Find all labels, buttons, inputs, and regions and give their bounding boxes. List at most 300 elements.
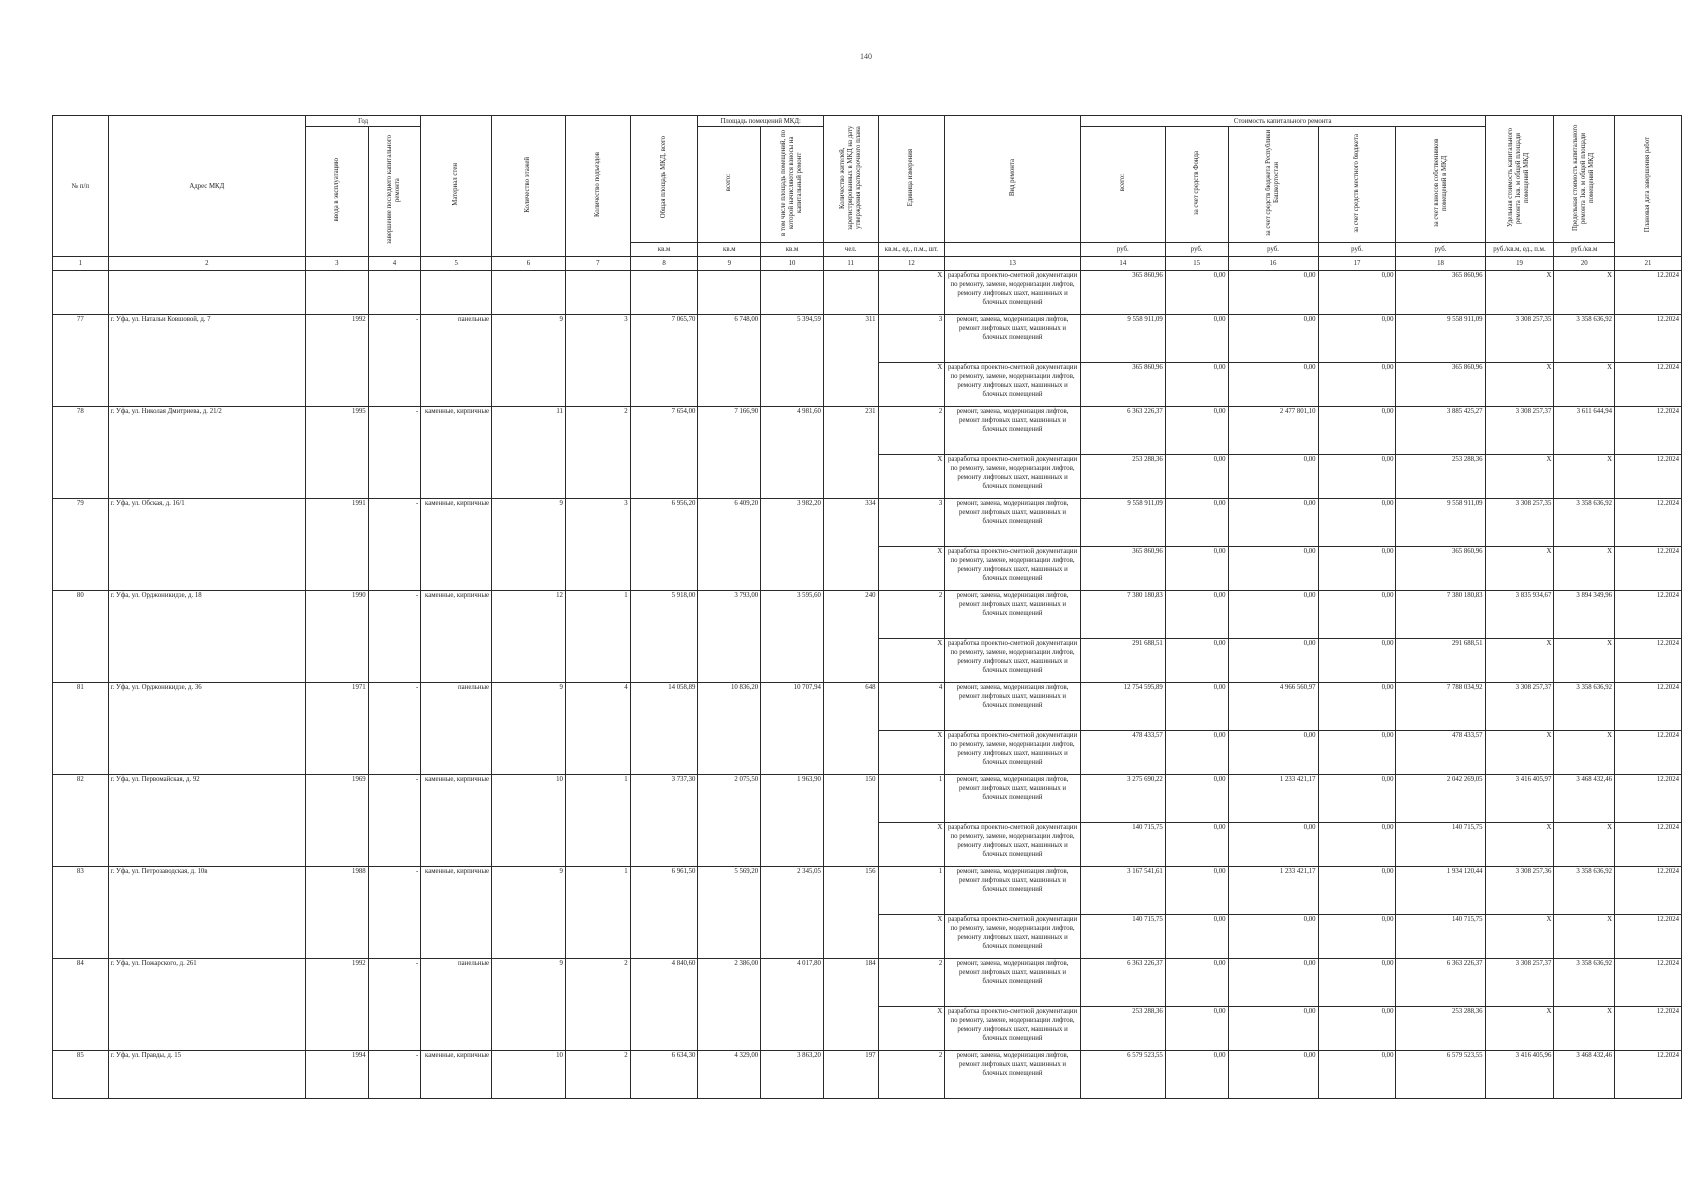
- unit-cost: 3 416 405,97: [1485, 775, 1554, 823]
- address: г. Уфа, ул. Первомайская, д. 92: [108, 775, 305, 867]
- cost-local: 0,00: [1318, 271, 1396, 315]
- unit-people: чел.: [823, 243, 878, 257]
- residents: 156: [823, 867, 878, 959]
- cost-local: 0,00: [1318, 823, 1396, 867]
- cost-total: 9 558 911,09: [1080, 315, 1165, 363]
- cost-total: 291 688,51: [1080, 639, 1165, 683]
- planned-date: 12.2024: [1615, 775, 1682, 823]
- floors: 12: [492, 591, 566, 683]
- cost-local: 0,00: [1318, 915, 1396, 959]
- entrances: 3: [565, 499, 630, 591]
- year-last-repair: -: [368, 315, 421, 407]
- unit-rub: руб.: [1080, 243, 1165, 257]
- premises-total: 6 748,00: [698, 315, 761, 407]
- cost-total: 9 558 911,09: [1080, 499, 1165, 547]
- residents: 231: [823, 407, 878, 499]
- column-number: 13: [945, 257, 1081, 271]
- cost-republic: 0,00: [1228, 915, 1318, 959]
- unit-cost: Х: [1485, 639, 1554, 683]
- unit-rub: руб.: [1396, 243, 1485, 257]
- cost-republic: 0,00: [1228, 363, 1318, 407]
- page-number: 140: [860, 52, 872, 61]
- unit-count: Х: [878, 363, 945, 407]
- wall-material: каменные, кирпичные: [421, 1051, 492, 1099]
- column-number: 16: [1228, 257, 1318, 271]
- work-type: разработка проектно-сметной документации по ремонту, замене, модернизации лифтов, ремонту лифтовых шахт, машинных и блочных помещений: [945, 363, 1081, 407]
- work-type: ремонт, замена, модернизация лифтов, ремонт лифтовых шахт, машинных и блочных помещений: [945, 1051, 1081, 1099]
- limit-cost: Х: [1554, 639, 1615, 683]
- unit-count: Х: [878, 271, 945, 315]
- year-commission: 1990: [305, 591, 368, 683]
- planned-date: 12.2024: [1615, 591, 1682, 639]
- empty-cell: [630, 271, 698, 315]
- work-type: разработка проектно-сметной документации по ремонту, замене, модернизации лифтов, ремонту лифтовых шахт, машинных и блочных помещений: [945, 823, 1081, 867]
- cost-owners: 7 380 180,83: [1396, 591, 1485, 639]
- year-commission: 1992: [305, 959, 368, 1051]
- limit-cost: 3 358 636,92: [1554, 683, 1615, 731]
- unit-cost: 3 308 257,37: [1485, 683, 1554, 731]
- cost-fund: 0,00: [1165, 915, 1228, 959]
- cost-total: 365 860,96: [1080, 271, 1165, 315]
- cost-owners: 1 934 120,44: [1396, 867, 1485, 915]
- row-number: 78: [53, 407, 109, 499]
- unit-count: Х: [878, 547, 945, 591]
- address: г. Уфа, ул. Обская, д. 16/1: [108, 499, 305, 591]
- header-premises-total: всего:: [698, 127, 761, 243]
- planned-date: 12.2024: [1615, 363, 1682, 407]
- floors: 9: [492, 315, 566, 407]
- wall-material: каменные, кирпичные: [421, 867, 492, 959]
- cost-republic: 0,00: [1228, 271, 1318, 315]
- cost-local: 0,00: [1318, 591, 1396, 639]
- table-header: [53, 116, 1682, 257]
- limit-cost: 3 358 636,92: [1554, 315, 1615, 363]
- cost-republic: 0,00: [1228, 591, 1318, 639]
- table-row: [53, 407, 1682, 455]
- work-type: ремонт, замена, модернизация лифтов, ремонт лифтовых шахт, машинных и блочных помещений: [945, 867, 1081, 915]
- cost-owners: 6 579 523,55: [1396, 1051, 1485, 1099]
- premises-total: 7 166,90: [698, 407, 761, 499]
- row-number: 82: [53, 775, 109, 867]
- limit-cost: Х: [1554, 915, 1615, 959]
- cost-local: 0,00: [1318, 315, 1396, 363]
- cost-fund: 0,00: [1165, 959, 1228, 1007]
- year-last-repair: -: [368, 1051, 421, 1099]
- limit-cost: Х: [1554, 731, 1615, 775]
- work-type: ремонт, замена, модернизация лифтов, ремонт лифтовых шахт, машинных и блочных помещений: [945, 683, 1081, 731]
- row-number: 84: [53, 959, 109, 1051]
- entrances: 1: [565, 591, 630, 683]
- planned-date: 12.2024: [1615, 455, 1682, 499]
- cost-owners: 3 885 425,27: [1396, 407, 1485, 455]
- header-premises-group: Площадь помещений МКД:: [698, 116, 823, 127]
- year-commission: 1992: [305, 315, 368, 407]
- row-number: 85: [53, 1051, 109, 1099]
- unit-cost: Х: [1485, 1007, 1554, 1051]
- unit-cost: 3 308 257,36: [1485, 867, 1554, 915]
- premises-owned: 4 981,60: [761, 407, 824, 499]
- premises-owned: 5 394,59: [761, 315, 824, 407]
- entrances: 2: [565, 959, 630, 1051]
- floors: 9: [492, 959, 566, 1051]
- header-planned-date: Плановая дата завершения работ: [1615, 116, 1682, 257]
- column-number: 7: [565, 257, 630, 271]
- total-area: 6 634,30: [630, 1051, 698, 1099]
- cost-owners: 253 288,36: [1396, 455, 1485, 499]
- empty-cell: [305, 271, 368, 315]
- column-number: 8: [630, 257, 698, 271]
- address: г. Уфа, ул. Орджоникидзе, д. 36: [108, 683, 305, 775]
- entrances: 1: [565, 867, 630, 959]
- header-year-group: Год: [305, 116, 420, 127]
- cost-owners: 9 558 911,09: [1396, 499, 1485, 547]
- unit-cost: 3 308 257,35: [1485, 315, 1554, 363]
- unit-rub: руб.: [1165, 243, 1228, 257]
- row-number: 83: [53, 867, 109, 959]
- unit-area: кв.м: [698, 243, 761, 257]
- total-area: 7 654,00: [630, 407, 698, 499]
- limit-cost: Х: [1554, 363, 1615, 407]
- limit-cost: Х: [1554, 455, 1615, 499]
- entrances: 2: [565, 407, 630, 499]
- cost-total: 478 433,57: [1080, 731, 1165, 775]
- premises-total: 2 386,00: [698, 959, 761, 1051]
- column-number: 21: [1615, 257, 1682, 271]
- empty-cell: [565, 271, 630, 315]
- year-commission: 1994: [305, 1051, 368, 1099]
- column-number: 4: [368, 257, 421, 271]
- empty-cell: [53, 271, 109, 315]
- premises-owned: 3 863,20: [761, 1051, 824, 1099]
- unit-cost: 3 308 257,35: [1485, 499, 1554, 547]
- column-number: 17: [1318, 257, 1396, 271]
- cost-owners: 478 433,57: [1396, 731, 1485, 775]
- unit-per-sqm: руб./кв.м: [1554, 243, 1615, 257]
- total-area: 14 058,89: [630, 683, 698, 775]
- floors: 9: [492, 683, 566, 775]
- limit-cost: 3 894 349,96: [1554, 591, 1615, 639]
- address: г. Уфа, ул. Натальи Ковшовой, д. 7: [108, 315, 305, 407]
- header-total-area: Общая площадь МКД, всего: [630, 116, 698, 243]
- cost-republic: 1 233 421,17: [1228, 867, 1318, 915]
- unit-cost: Х: [1485, 363, 1554, 407]
- cost-total: 3 275 690,22: [1080, 775, 1165, 823]
- header-cost-group: Стоимость капитального ремонта: [1080, 116, 1485, 127]
- empty-cell: [492, 271, 566, 315]
- row-number: 80: [53, 591, 109, 683]
- cost-fund: 0,00: [1165, 867, 1228, 915]
- limit-cost: 3 358 636,92: [1554, 499, 1615, 547]
- residents: 150: [823, 775, 878, 867]
- total-area: 6 956,20: [630, 499, 698, 591]
- unit-count: 1: [878, 775, 945, 823]
- unit-count: 4: [878, 683, 945, 731]
- header-entrances: Количество подъездов: [565, 116, 630, 257]
- residents: 334: [823, 499, 878, 591]
- year-commission: 1995: [305, 407, 368, 499]
- residents: 648: [823, 683, 878, 775]
- limit-cost: Х: [1554, 547, 1615, 591]
- entrances: 3: [565, 315, 630, 407]
- limit-cost: Х: [1554, 1007, 1615, 1051]
- planned-date: 12.2024: [1615, 915, 1682, 959]
- header-floors: Количество этажей: [492, 116, 566, 257]
- column-number: 9: [698, 257, 761, 271]
- planned-date: 12.2024: [1615, 867, 1682, 915]
- cost-owners: 7 788 034,92: [1396, 683, 1485, 731]
- empty-cell: [698, 271, 761, 315]
- cost-republic: 0,00: [1228, 499, 1318, 547]
- cost-total: 7 380 180,83: [1080, 591, 1165, 639]
- cost-owners: 2 042 269,05: [1396, 775, 1485, 823]
- wall-material: каменные, кирпичные: [421, 499, 492, 591]
- premises-total: 2 075,50: [698, 775, 761, 867]
- floors: 11: [492, 407, 566, 499]
- cost-fund: 0,00: [1165, 823, 1228, 867]
- header-limit-cost: Предельная стоимость капитального ремонта 1кв. м общей площади помещений МКД: [1554, 116, 1615, 243]
- unit-cost: 3 308 257,37: [1485, 959, 1554, 1007]
- table-row: [53, 959, 1682, 1007]
- header-year-last-repair: завершение последнего капитального ремонта: [368, 127, 421, 257]
- table-row: [53, 315, 1682, 363]
- cost-fund: 0,00: [1165, 775, 1228, 823]
- total-area: 6 961,50: [630, 867, 698, 959]
- work-type: ремонт, замена, модернизация лифтов, ремонт лифтовых шахт, машинных и блочных помещений: [945, 775, 1081, 823]
- cost-total: 365 860,96: [1080, 363, 1165, 407]
- wall-material: панельные: [421, 315, 492, 407]
- total-area: 3 737,30: [630, 775, 698, 867]
- cost-republic: 0,00: [1228, 639, 1318, 683]
- cost-owners: 365 860,96: [1396, 271, 1485, 315]
- premises-owned: 2 345,05: [761, 867, 824, 959]
- premises-owned: 3 982,20: [761, 499, 824, 591]
- year-last-repair: -: [368, 867, 421, 959]
- column-number: 5: [421, 257, 492, 271]
- unit-count: 2: [878, 407, 945, 455]
- cost-fund: 0,00: [1165, 1051, 1228, 1099]
- unit-count: 3: [878, 499, 945, 547]
- premises-total: 6 409,20: [698, 499, 761, 591]
- unit-count: 2: [878, 591, 945, 639]
- wall-material: панельные: [421, 683, 492, 775]
- column-number: 15: [1165, 257, 1228, 271]
- table-row: [53, 683, 1682, 731]
- planned-date: 12.2024: [1615, 547, 1682, 591]
- total-area: 4 840,60: [630, 959, 698, 1051]
- address: г. Уфа, ул. Пожарского, д. 261: [108, 959, 305, 1051]
- header-year-commission: ввода в эксплуатацию: [305, 127, 368, 257]
- planned-date: 12.2024: [1615, 683, 1682, 731]
- unit-count: 2: [878, 1051, 945, 1099]
- unit-count: Х: [878, 915, 945, 959]
- column-number: 3: [305, 257, 368, 271]
- header-num: № п/п: [53, 116, 109, 257]
- unit-cost: Х: [1485, 455, 1554, 499]
- work-type: ремонт, замена, модернизация лифтов, ремонт лифтовых шахт, машинных и блочных помещений: [945, 315, 1081, 363]
- table-row: [53, 271, 1682, 315]
- cost-fund: 0,00: [1165, 271, 1228, 315]
- unit-count: Х: [878, 1007, 945, 1051]
- cost-republic: 0,00: [1228, 315, 1318, 363]
- unit-area: кв.м: [761, 243, 824, 257]
- work-type: разработка проектно-сметной документации по ремонту, замене, модернизации лифтов, ремонту лифтовых шахт, машинных и блочных помещений: [945, 1007, 1081, 1051]
- year-last-repair: -: [368, 683, 421, 775]
- unit-cost: Х: [1485, 271, 1554, 315]
- empty-cell: [421, 271, 492, 315]
- planned-date: 12.2024: [1615, 1051, 1682, 1099]
- row-number: 79: [53, 499, 109, 591]
- entrances: 1: [565, 775, 630, 867]
- cost-republic: 0,00: [1228, 1007, 1318, 1051]
- unit-count: 3: [878, 315, 945, 363]
- cost-fund: 0,00: [1165, 683, 1228, 731]
- premises-total: 3 793,00: [698, 591, 761, 683]
- limit-cost: Х: [1554, 271, 1615, 315]
- cost-owners: 365 860,96: [1396, 363, 1485, 407]
- cost-fund: 0,00: [1165, 547, 1228, 591]
- premises-owned: 1 963,90: [761, 775, 824, 867]
- premises-owned: 4 017,80: [761, 959, 824, 1051]
- cost-total: 253 288,36: [1080, 455, 1165, 499]
- work-type: разработка проектно-сметной документации по ремонту, замене, модернизации лифтов, ремонту лифтовых шахт, машинных и блочных помещений: [945, 547, 1081, 591]
- wall-material: панельные: [421, 959, 492, 1051]
- header-wall-material: Материал стен: [421, 116, 492, 257]
- year-last-repair: -: [368, 959, 421, 1051]
- cost-republic: 0,00: [1228, 547, 1318, 591]
- cost-owners: 6 363 226,37: [1396, 959, 1485, 1007]
- cost-republic: 0,00: [1228, 959, 1318, 1007]
- work-type: ремонт, замена, модернизация лифтов, ремонт лифтовых шахт, машинных и блочных помещений: [945, 591, 1081, 639]
- work-type: разработка проектно-сметной документации по ремонту, замене, модернизации лифтов, ремонту лифтовых шахт, машинных и блочных помещений: [945, 271, 1081, 315]
- unit-measure: кв.м., ед., п.м., шт.: [878, 243, 945, 257]
- cost-total: 3 167 541,61: [1080, 867, 1165, 915]
- limit-cost: 3 468 432,46: [1554, 1051, 1615, 1099]
- empty-cell: [368, 271, 421, 315]
- row-number: 77: [53, 315, 109, 407]
- cost-local: 0,00: [1318, 363, 1396, 407]
- header-cost-total: всего:: [1080, 127, 1165, 243]
- header-cost-owners: за счет взносов собственников помещений в МКД: [1396, 127, 1485, 243]
- header-unit-cost: Удельная стоимость капитального ремонта 1кв. м общей площади помещений МКД: [1485, 116, 1554, 243]
- cost-local: 0,00: [1318, 455, 1396, 499]
- header-cost-local: за счет средств местного бюджета: [1318, 127, 1396, 243]
- year-commission: 1991: [305, 499, 368, 591]
- limit-cost: 3 468 432,46: [1554, 775, 1615, 823]
- empty-cell: [823, 271, 878, 315]
- header-cost-republic: за счет средств бюджета Республики Башкортостан: [1228, 127, 1318, 243]
- column-number: 10: [761, 257, 824, 271]
- address: г. Уфа, ул. Правды, д. 15: [108, 1051, 305, 1099]
- floors: 9: [492, 867, 566, 959]
- year-last-repair: -: [368, 407, 421, 499]
- header-premises-owned: в том числе площадь помещений, по которой начисляются взносы на капитальный ремонт: [761, 127, 824, 243]
- work-type: разработка проектно-сметной документации по ремонту, замене, модернизации лифтов, ремонту лифтовых шахт, машинных и блочных помещений: [945, 731, 1081, 775]
- limit-cost: Х: [1554, 823, 1615, 867]
- cost-local: 0,00: [1318, 959, 1396, 1007]
- planned-date: 12.2024: [1615, 639, 1682, 683]
- unit-area: кв.м: [630, 243, 698, 257]
- cost-total: 365 860,96: [1080, 547, 1165, 591]
- table-row: [53, 591, 1682, 639]
- cost-republic: 0,00: [1228, 1051, 1318, 1099]
- total-area: 7 065,70: [630, 315, 698, 407]
- column-number-row: [53, 257, 1682, 271]
- year-last-repair: -: [368, 499, 421, 591]
- planned-date: 12.2024: [1615, 271, 1682, 315]
- cost-local: 0,00: [1318, 639, 1396, 683]
- wall-material: каменные, кирпичные: [421, 407, 492, 499]
- address: г. Уфа, ул. Орджоникидзе, д. 18: [108, 591, 305, 683]
- cost-owners: 9 558 911,09: [1396, 315, 1485, 363]
- total-area: 5 918,00: [630, 591, 698, 683]
- unit-count: Х: [878, 731, 945, 775]
- column-number: 11: [823, 257, 878, 271]
- cost-fund: 0,00: [1165, 363, 1228, 407]
- table-row: [53, 775, 1682, 823]
- cost-total: 253 288,36: [1080, 1007, 1165, 1051]
- work-type: ремонт, замена, модернизация лифтов, ремонт лифтовых шахт, машинных и блочных помещений: [945, 499, 1081, 547]
- year-commission: 1969: [305, 775, 368, 867]
- cost-total: 6 363 226,37: [1080, 959, 1165, 1007]
- cost-fund: 0,00: [1165, 731, 1228, 775]
- empty-cell: [108, 271, 305, 315]
- table-row: [53, 867, 1682, 915]
- cost-republic: 0,00: [1228, 823, 1318, 867]
- address: г. Уфа, ул. Петрозаводская, д. 10в: [108, 867, 305, 959]
- unit-cost: Х: [1485, 547, 1554, 591]
- cost-fund: 0,00: [1165, 499, 1228, 547]
- work-type: разработка проектно-сметной документации по ремонту, замене, модернизации лифтов, ремонту лифтовых шахт, машинных и блочных помещений: [945, 455, 1081, 499]
- header-residents: Количество жителей, зарегистрированных в МКД на дату утверждения краткосрочного плана: [823, 116, 878, 243]
- year-commission: 1988: [305, 867, 368, 959]
- unit-count: 1: [878, 867, 945, 915]
- entrances: 4: [565, 683, 630, 775]
- unit-cost: Х: [1485, 731, 1554, 775]
- cost-republic: 0,00: [1228, 731, 1318, 775]
- table-row: [53, 1051, 1682, 1099]
- cost-owners: 365 860,96: [1396, 547, 1485, 591]
- premises-owned: 10 707,94: [761, 683, 824, 775]
- floors: 10: [492, 1051, 566, 1099]
- column-number: 14: [1080, 257, 1165, 271]
- table-body: [53, 257, 1682, 1099]
- cost-republic: 1 233 421,17: [1228, 775, 1318, 823]
- unit-cost: Х: [1485, 915, 1554, 959]
- cost-local: 0,00: [1318, 407, 1396, 455]
- residents: 311: [823, 315, 878, 407]
- premises-total: 4 329,00: [698, 1051, 761, 1099]
- cost-fund: 0,00: [1165, 591, 1228, 639]
- cost-total: 140 715,75: [1080, 823, 1165, 867]
- cost-republic: 0,00: [1228, 455, 1318, 499]
- cost-local: 0,00: [1318, 547, 1396, 591]
- column-number: 2: [108, 257, 305, 271]
- unit-rub: руб.: [1318, 243, 1396, 257]
- limit-cost: 3 358 636,92: [1554, 959, 1615, 1007]
- cost-fund: 0,00: [1165, 1007, 1228, 1051]
- cost-local: 0,00: [1318, 499, 1396, 547]
- planned-date: 12.2024: [1615, 959, 1682, 1007]
- work-type: разработка проектно-сметной документации по ремонту, замене, модернизации лифтов, ремонту лифтовых шахт, машинных и блочных помещений: [945, 639, 1081, 683]
- cost-local: 0,00: [1318, 775, 1396, 823]
- cost-owners: 291 688,51: [1396, 639, 1485, 683]
- column-number: 20: [1554, 257, 1615, 271]
- unit-cost: 3 308 257,37: [1485, 407, 1554, 455]
- cost-owners: 140 715,75: [1396, 823, 1485, 867]
- capital-repair-register-table: [52, 115, 1682, 1099]
- premises-total: 10 836,20: [698, 683, 761, 775]
- cost-fund: 0,00: [1165, 455, 1228, 499]
